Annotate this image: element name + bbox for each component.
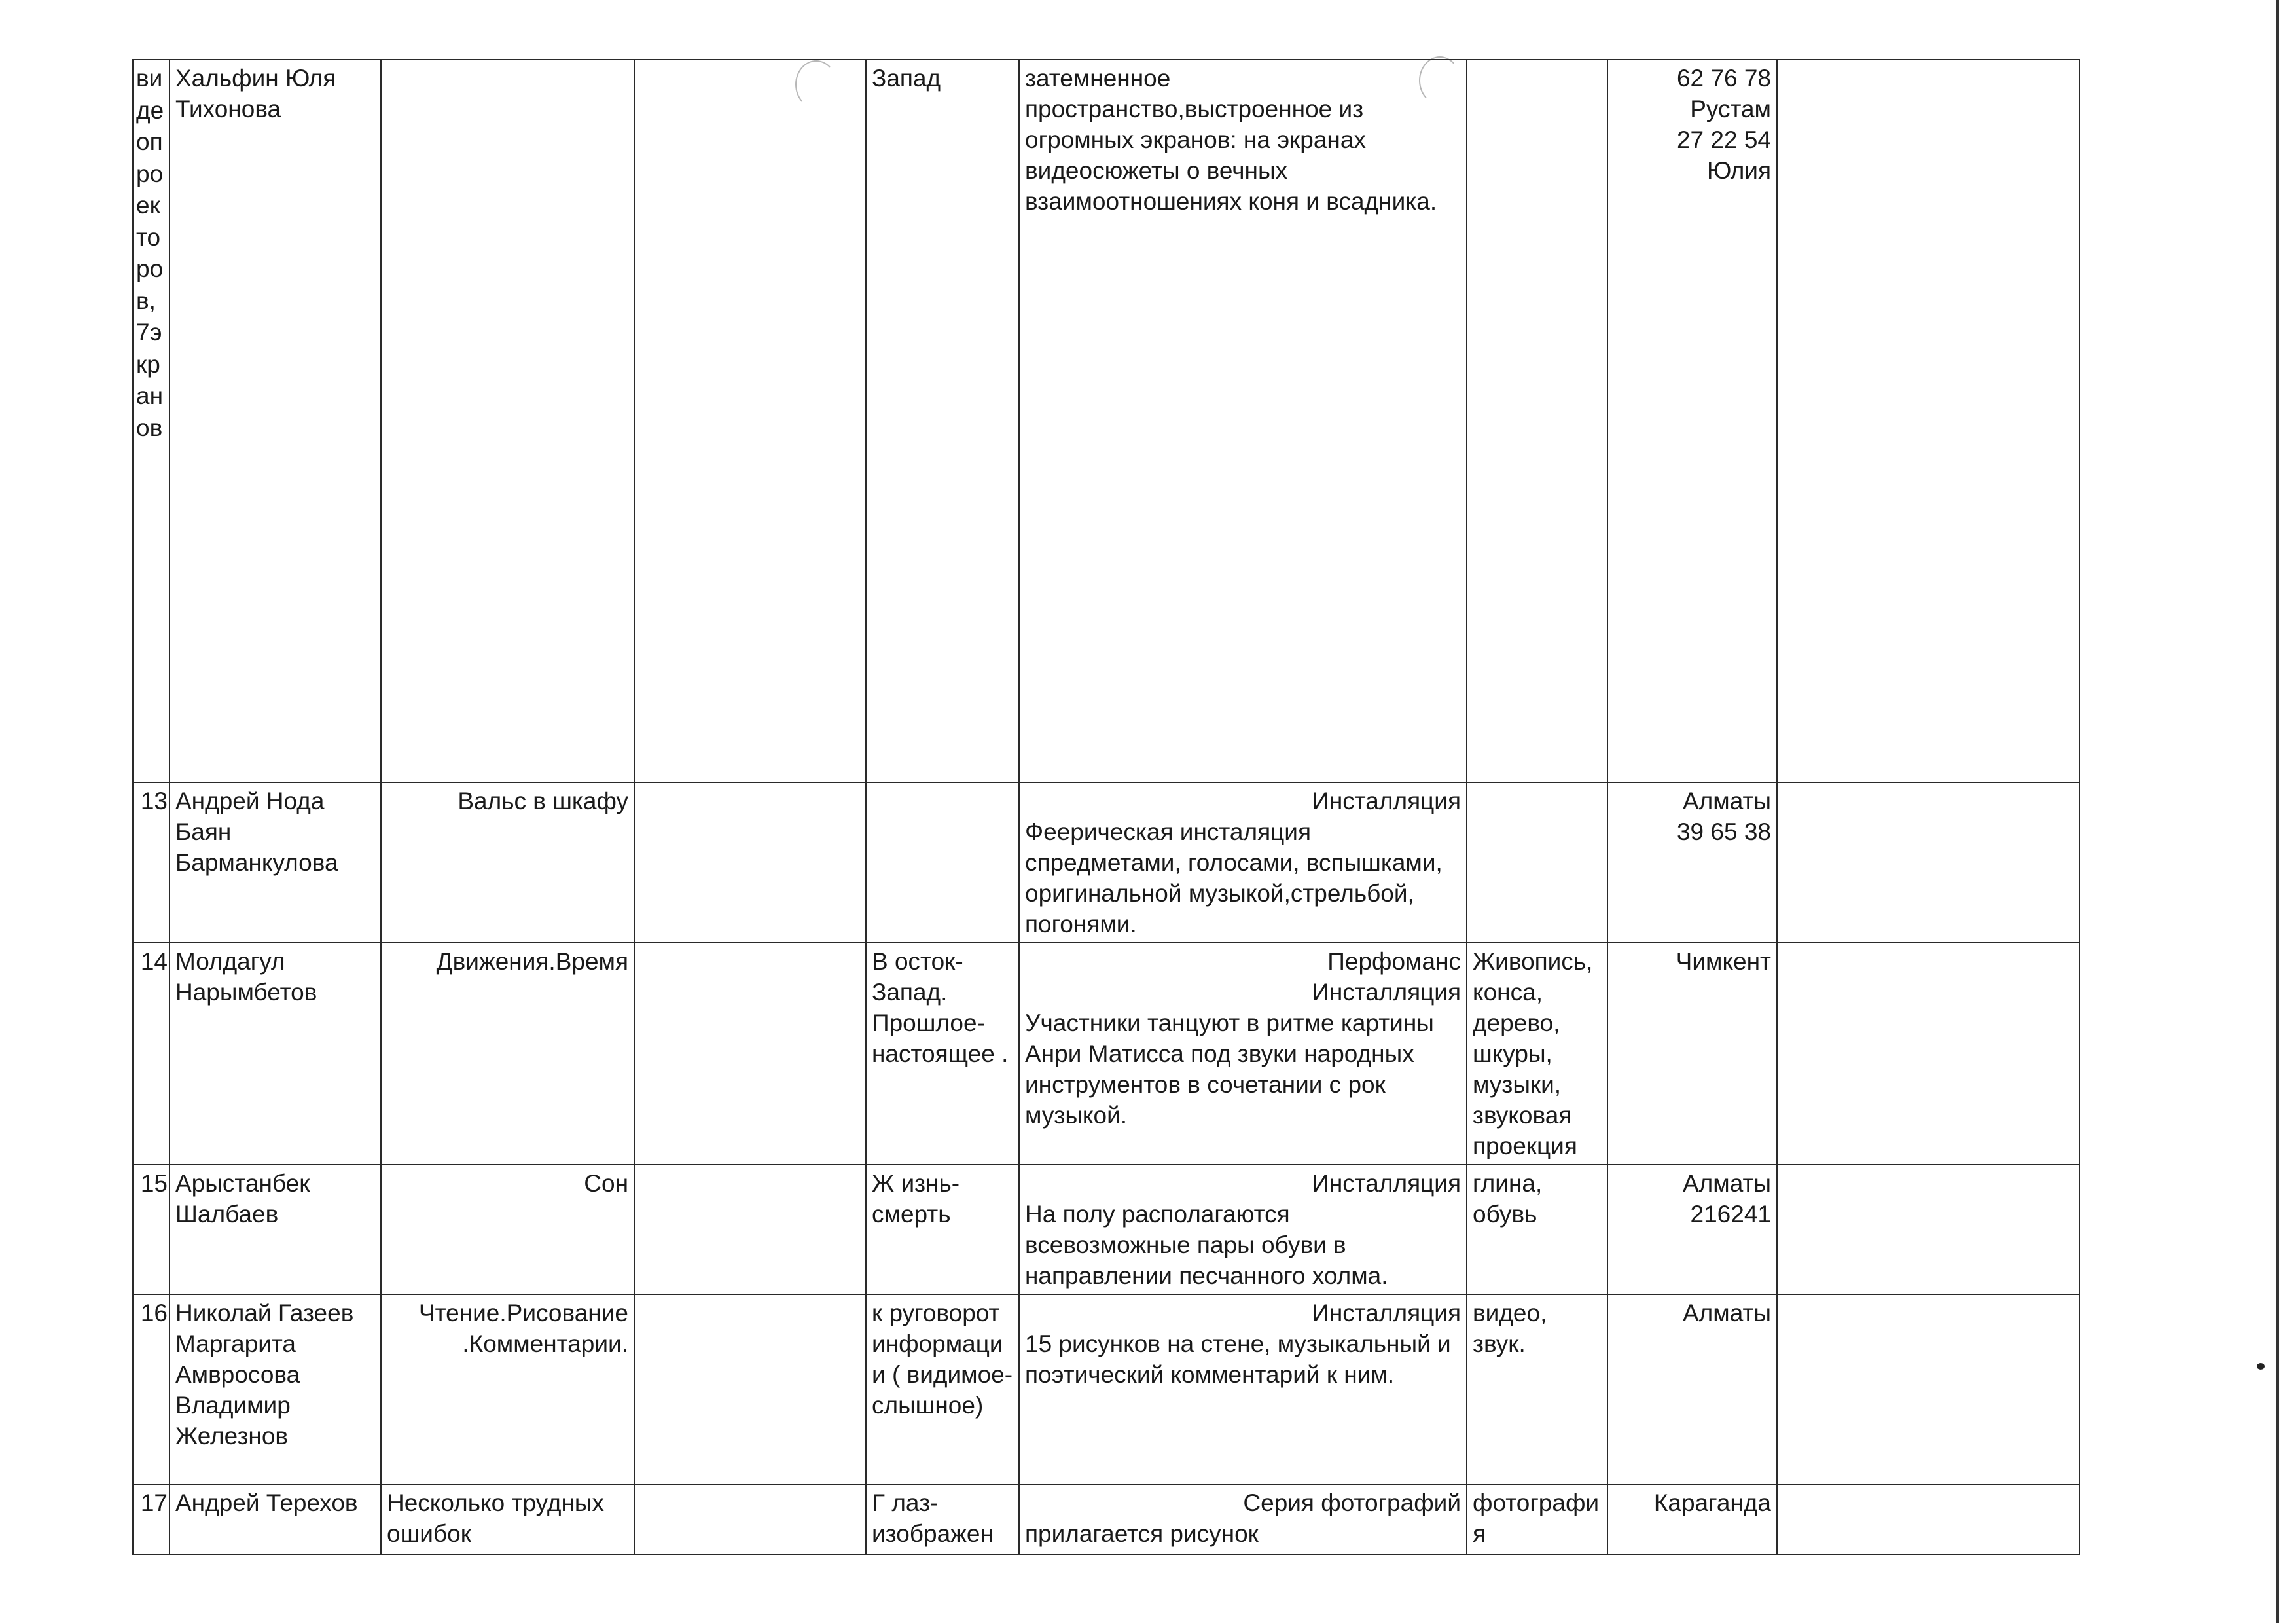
materials-cell: глина, обувь — [1467, 1165, 1607, 1294]
materials-cell — [1467, 60, 1607, 782]
row-number-cell: 17 — [133, 1484, 170, 1554]
title-cell: Чтение.Рисование .Комментарии. — [381, 1294, 634, 1484]
row-number-cell: 16 — [133, 1294, 170, 1484]
materials-cell: Живопись, конса, дерево, шкуры, музыки, звуковая проекция — [1467, 943, 1607, 1165]
description-text: 15 рисунков на стене, музыкальный и поэтический комментарий к ним. — [1025, 1330, 1451, 1388]
blank-cell — [634, 1165, 866, 1294]
blank-cell — [634, 943, 866, 1165]
description-cell — [1019, 60, 1467, 782]
description-cell — [1019, 1165, 1467, 1294]
author-cell: Андрей Терехов — [170, 1484, 381, 1554]
genre-label: Перфоманс Инсталляция — [1312, 948, 1461, 1006]
blank-cell — [634, 1294, 866, 1484]
table-row — [133, 943, 2079, 1165]
theme-cell: Ж изнь-смерть — [866, 1165, 1019, 1294]
genre-label: Инсталляция — [1312, 1300, 1461, 1326]
genre-label: Инсталляция — [1312, 788, 1461, 814]
exhibition-table — [132, 59, 2080, 1555]
description-text: затемненное пространство,выстроенное из огромных экранов: на экранах видеосюжеты о вечных взаимоотношениях коня и всадника. — [1025, 65, 1437, 215]
genre-label: Серия фотографий — [1243, 1489, 1461, 1516]
notes-cell — [1777, 1484, 2079, 1554]
notes-cell — [1777, 60, 2079, 782]
page-edge-mark — [2257, 1363, 2265, 1370]
theme-cell: Г лаз-изображен — [866, 1484, 1019, 1554]
description-text: Феерическая инсталяция спредметами, голосами, вспышками, оригинальной музыкой,стрельбой, погонями. — [1025, 818, 1443, 938]
city-contact-cell: Алматы 216241 — [1607, 1165, 1777, 1294]
city-contact-cell: Караганда — [1607, 1484, 1777, 1554]
city-contact-cell: Алматы 39 65 38 — [1607, 782, 1777, 943]
theme-cell: Запад — [866, 60, 1019, 782]
genre-label: Инсталляция — [1312, 1170, 1461, 1197]
description-cell — [1019, 943, 1467, 1165]
theme-cell: к руговорот информации ( видимое-слышное) — [866, 1294, 1019, 1484]
row-number-cell: видеопроекторов,7экранов — [133, 60, 170, 782]
table-row — [133, 1484, 2079, 1554]
city-contact-cell: 62 76 78 Рустам 27 22 54 Юлия — [1607, 60, 1777, 782]
blank-cell — [634, 60, 866, 782]
blank-cell — [634, 1484, 866, 1554]
table-row — [133, 60, 2079, 782]
row-number-cell: 14 — [133, 943, 170, 1165]
row-number-cell: 13 — [133, 782, 170, 943]
table-row — [133, 1294, 2079, 1484]
description-cell — [1019, 1294, 1467, 1484]
notes-cell — [1777, 1294, 2079, 1484]
description-cell — [1019, 782, 1467, 943]
table-row — [133, 782, 2079, 943]
author-cell: Арыстанбек Шалбаев — [170, 1165, 381, 1294]
theme-cell: В осток-Запад. Прошлое-настоящее . — [866, 943, 1019, 1165]
materials-cell: видео, звук. — [1467, 1294, 1607, 1484]
description-text: На полу располагаются всевозможные пары обуви в направлении песчанного холма. — [1025, 1201, 1388, 1289]
description-text: прилагается рисунок — [1025, 1520, 1259, 1547]
row-number-cell: 15 — [133, 1165, 170, 1294]
author-cell: Андрей Нода Баян Барманкулова — [170, 782, 381, 943]
blank-cell — [634, 782, 866, 943]
title-cell: Несколько трудных ошибок — [381, 1484, 634, 1554]
description-cell — [1019, 1484, 1467, 1554]
author-cell: Николай Газеев Маргарита Амвросова Владимир Железнов — [170, 1294, 381, 1484]
page-edge-line — [2276, 0, 2279, 1623]
author-cell: Хальфин Юля Тихонова — [170, 60, 381, 782]
title-cell: Сон — [381, 1165, 634, 1294]
city-contact-cell: Чимкент — [1607, 943, 1777, 1165]
description-text: Участники танцуют в ритме картины Анри Матисса под звуки народных инструментов в сочетании с рок музыкой. — [1025, 1010, 1434, 1129]
title-cell: Вальс в шкафу — [381, 782, 634, 943]
theme-cell — [866, 782, 1019, 943]
title-cell: Движения.Время — [381, 943, 634, 1165]
materials-cell: фотография — [1467, 1484, 1607, 1554]
table-row — [133, 1165, 2079, 1294]
notes-cell — [1777, 943, 2079, 1165]
title-cell — [381, 60, 634, 782]
author-cell: Молдагул Нарымбетов — [170, 943, 381, 1165]
city-contact-cell: Алматы — [1607, 1294, 1777, 1484]
notes-cell — [1777, 782, 2079, 943]
materials-cell — [1467, 782, 1607, 943]
notes-cell — [1777, 1165, 2079, 1294]
